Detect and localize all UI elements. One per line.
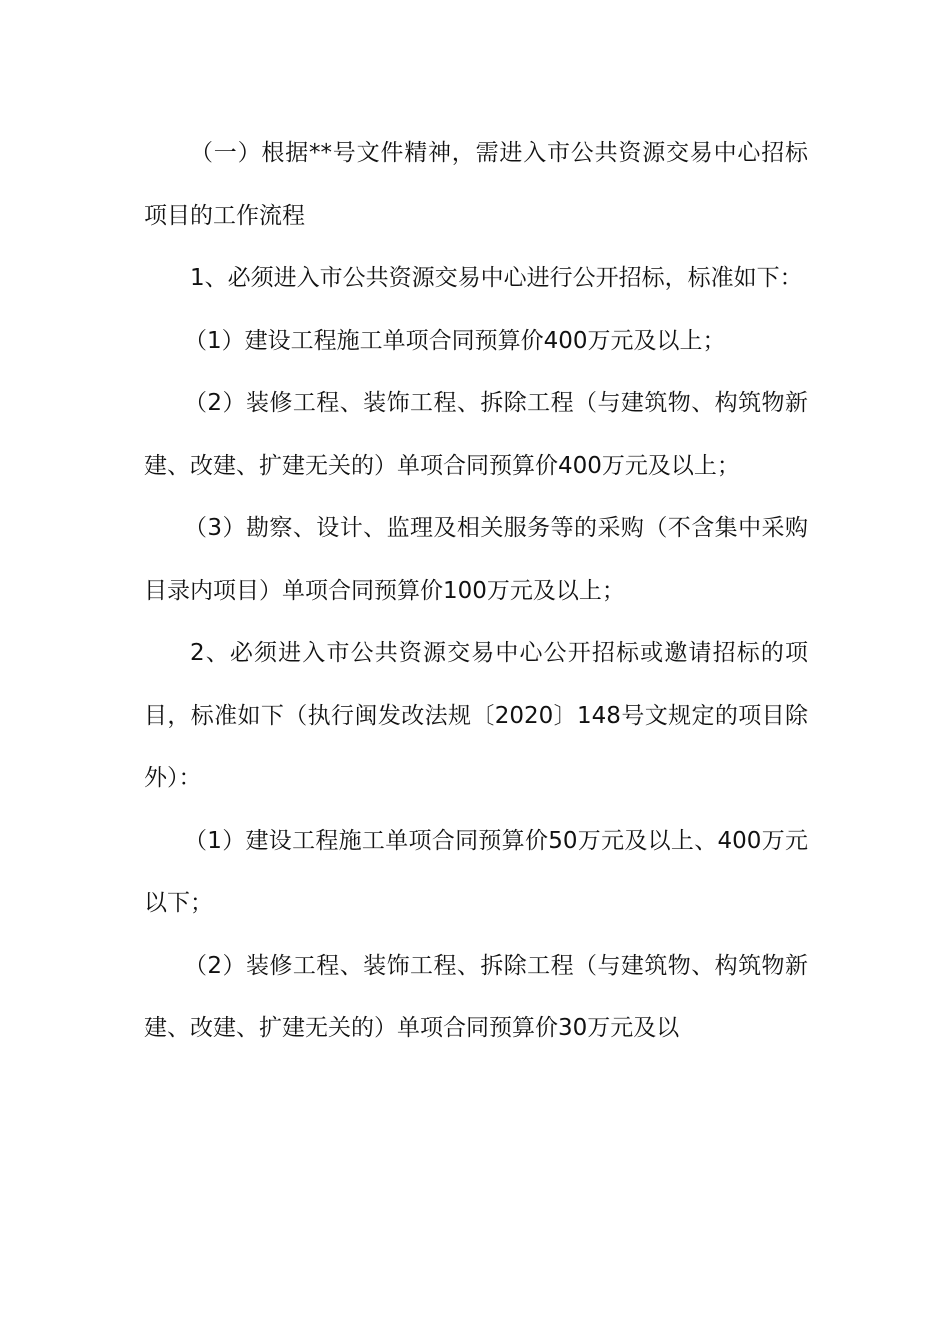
document-body [144, 122, 808, 1060]
rule-1-heading: 1、必须进入市公共资源交易中心进行公开招标，标准如下： [190, 265, 803, 291]
rule-2-heading: 2、必须进入市公共资源交易中心公开招标或邀请招标的项目，标准如下（执行闽发改法规〔2020〕148号文规定的项目除外）： [144, 640, 808, 791]
rule-1-item-1: （1）建设工程施工单项合同预算价400万元及以上； [184, 327, 726, 354]
rule-1-item-3: （3）勘察、设计、监理及相关服务等的采购（不含集中采购目录内项目）单项合同预算价100万元及以上； [144, 515, 808, 604]
section-heading: （一）根据**号文件精神，需进入市公共资源交易中心招标项目的工作流程 [144, 140, 808, 229]
rule-1-item-2: （2）装修工程、装饰工程、拆除工程（与建筑物、构筑物新建、改建、扩建无关的）单项合同预算价400万元及以上； [144, 390, 808, 479]
rule-2-item-2: （2）装修工程、装饰工程、拆除工程（与建筑物、构筑物新建、改建、扩建无关的）单项合同预算价30万元及以 [144, 952, 808, 1041]
rule-2-item-1: （1）建设工程施工单项合同预算价50万元及以上、400万元以下； [144, 827, 808, 916]
